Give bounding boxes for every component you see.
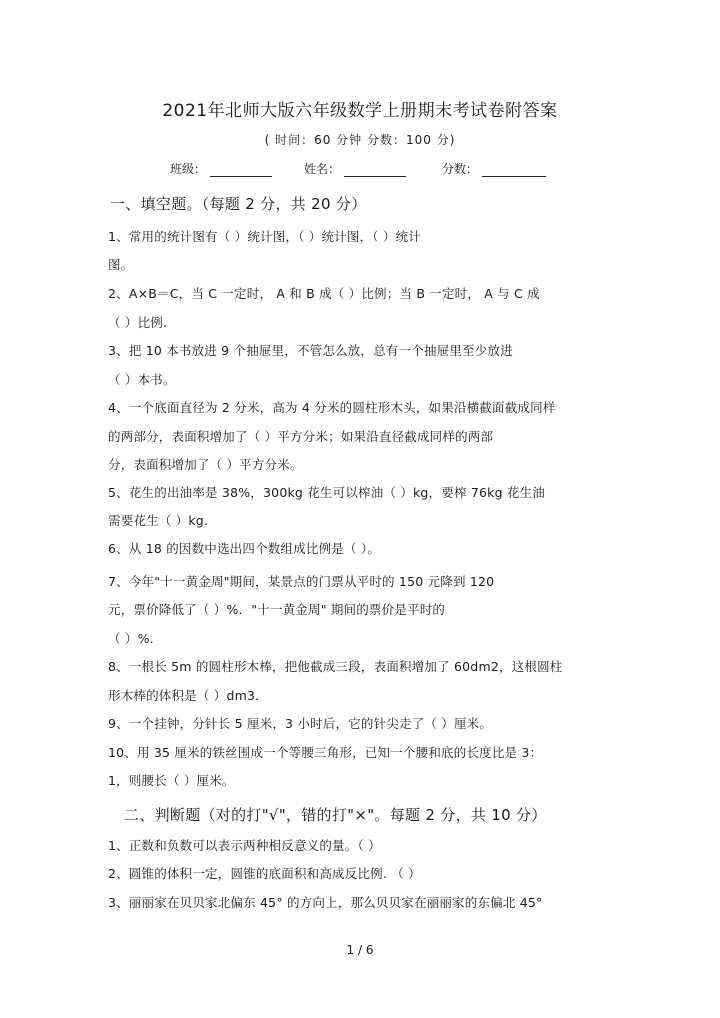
question-line: 的两部分，表面积增加了（ ）平方分米；如果沿直径截成同样的两部 bbox=[108, 429, 494, 444]
class-blank-line bbox=[210, 162, 272, 177]
question-line: （ ）%. bbox=[108, 631, 154, 646]
question-line: 形木棒的体积是（ ）dm3． bbox=[108, 688, 268, 703]
exam-subtitle: ( 时间：60 分钟 分数：100 分) bbox=[264, 133, 456, 147]
class-field bbox=[170, 160, 272, 177]
question-line: 1，则腰长（ ）厘米。 bbox=[108, 773, 235, 788]
section1-heading: 一、填空题。（每题 2 分，共 20 分） bbox=[110, 195, 367, 213]
question-line: 6、从 18 的因数中选出四个数组成比例是（ ）。 bbox=[108, 541, 381, 556]
judgement-line: 3、丽丽家在贝贝家北偏东 45° 的方向上，那么贝贝家在丽丽家的东偏北 45° bbox=[108, 895, 543, 910]
question-line: 需要花生（ ）kg. bbox=[108, 513, 209, 528]
question-line: 1、常用的统计图有（ ）统计图，（ ）统计图，（ ）统计 bbox=[108, 229, 421, 244]
exam-title: 2021年北师大版六年级数学上册期末考试卷附答案 bbox=[162, 101, 558, 121]
score-field bbox=[442, 160, 546, 177]
question-line: 4、一个底面直径为 2 分米，高为 4 分米的圆柱形木头，如果沿横截面截成同样 bbox=[108, 400, 556, 415]
question-line: 图。 bbox=[108, 257, 134, 272]
question-line: 8、一根长 5m 的圆柱形木棒，把他截成三段，表面积增加了 60dm2，这根圆柱 bbox=[108, 659, 563, 674]
name-field bbox=[304, 160, 406, 177]
question-line: 10、用 35 厘米的铁丝围成一个等腰三角形，已知一个腰和底的长度比是 3： bbox=[108, 745, 543, 760]
score-label: 分数： bbox=[442, 162, 479, 176]
section2-heading: 二、判断题（对的打"√"，错的打"×"。每题 2 分，共 10 分） bbox=[124, 806, 547, 824]
class-label: 班级： bbox=[170, 162, 207, 176]
question-line: 9、一个挂钟，分针长 5 厘米，3 小时后，它的针尖走了（ ）厘米。 bbox=[108, 716, 493, 731]
question-line: （ ）比例. bbox=[108, 315, 168, 330]
page-number: 1 / 6 bbox=[346, 943, 374, 957]
question-line: 7、今年"十一黄金周"期间，某景点的门票从平时的 150 元降到 120 bbox=[108, 574, 495, 589]
question-line: 元，票价降低了（ ）%．"十一黄金周" 期间的票价是平时的 bbox=[108, 602, 446, 617]
student-info-row bbox=[170, 160, 570, 180]
question-line: 3、把 10 本书放进 9 个抽屉里，不管怎么放，总有一个抽屉里至少放进 bbox=[108, 343, 513, 358]
judgement-line: 1、正数和负数可以表示两种相反意义的量。（ ） bbox=[108, 838, 381, 853]
question-line: 分，表面积增加了（ ）平方分米。 bbox=[108, 457, 303, 472]
score-blank-line bbox=[482, 162, 546, 177]
question-line: 5、花生的出油率是 38%，300kg 花生可以榨油（ ）kg，要榨 76kg 花生油 bbox=[108, 485, 545, 500]
judgement-line: 2、圆锥的体积一定，圆锥的底面积和高成反比例. （ ） bbox=[108, 866, 421, 881]
question-line: （ ）本书。 bbox=[108, 372, 176, 387]
question-line: 2、A×B＝C，当 C 一定时， A 和 B 成（ ）比例；当 B 一定时， A 与 C 成 bbox=[108, 286, 540, 301]
name-label: 姓名： bbox=[304, 162, 341, 176]
name-blank-line bbox=[344, 162, 406, 177]
